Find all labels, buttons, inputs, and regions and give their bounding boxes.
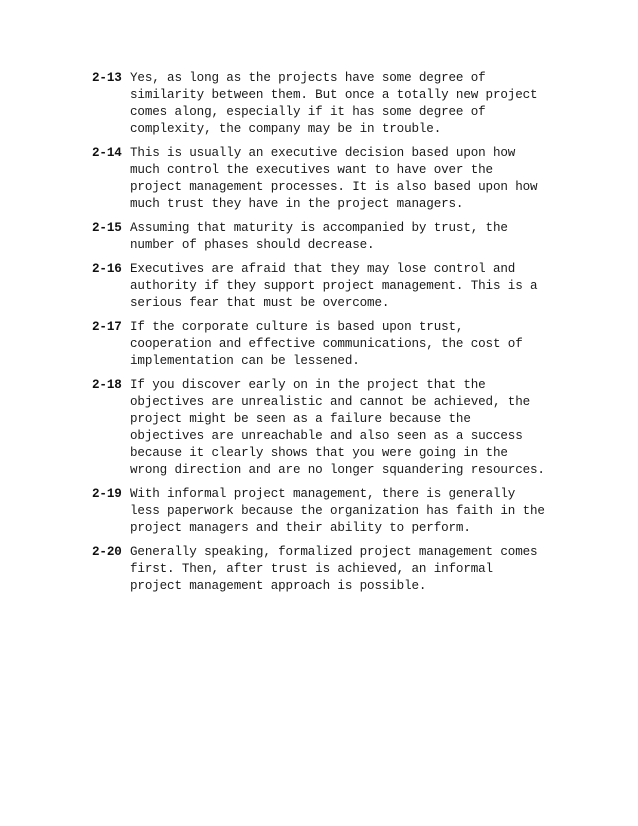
answer-number: 2-19: [92, 487, 122, 501]
answer-number: 2-15: [92, 221, 122, 235]
answer-item: [92, 145, 552, 213]
answer-text: If the corporate culture is based upon trust, cooperation and effective communications, the cost of implementation can be lessened.: [130, 320, 523, 368]
answer-text: Generally speaking, formalized project management comes first. Then, after trust is achieved, an informal project management approach is possible.: [130, 545, 538, 593]
answer-number: 2-16: [92, 262, 122, 276]
answer-text: This is usually an executive decision based upon how much control the executives want to have over the project management processes. It is also based upon how much trust they have in the project managers.: [130, 146, 538, 211]
answer-number: 2-14: [92, 146, 122, 160]
answer-item: [92, 486, 552, 537]
answer-text: Assuming that maturity is accompanied by trust, the number of phases should decrease.: [130, 221, 508, 252]
answer-number: 2-18: [92, 378, 122, 392]
answer-item: [92, 261, 552, 312]
answer-number: 2-13: [92, 71, 122, 85]
answer-item: [92, 377, 552, 479]
answer-text: Executives are afraid that they may lose control and authority if they support project management. This is a serious fear that must be overcome.: [130, 262, 538, 310]
answer-item: [92, 70, 552, 138]
answer-text: If you discover early on in the project that the objectives are unrealistic and cannot be achieved, the project might be seen as a failure because the objectives are unreachable and also seen as a success because it clearly shows that you were going in the wrong direction and are no longer squandering resources.: [130, 378, 545, 477]
answer-number: 2-20: [92, 545, 122, 559]
answer-number: 2-17: [92, 320, 122, 334]
answer-list: [92, 70, 552, 602]
answer-item: [92, 319, 552, 370]
answer-item: [92, 544, 552, 595]
answer-text: Yes, as long as the projects have some degree of similarity between them. But once a totally new project comes along, especially if it has some degree of complexity, the company may be in trouble.: [130, 71, 538, 136]
answer-item: [92, 220, 552, 254]
answer-text: With informal project management, there is generally less paperwork because the organization has faith in the project managers and their ability to perform.: [130, 487, 545, 535]
